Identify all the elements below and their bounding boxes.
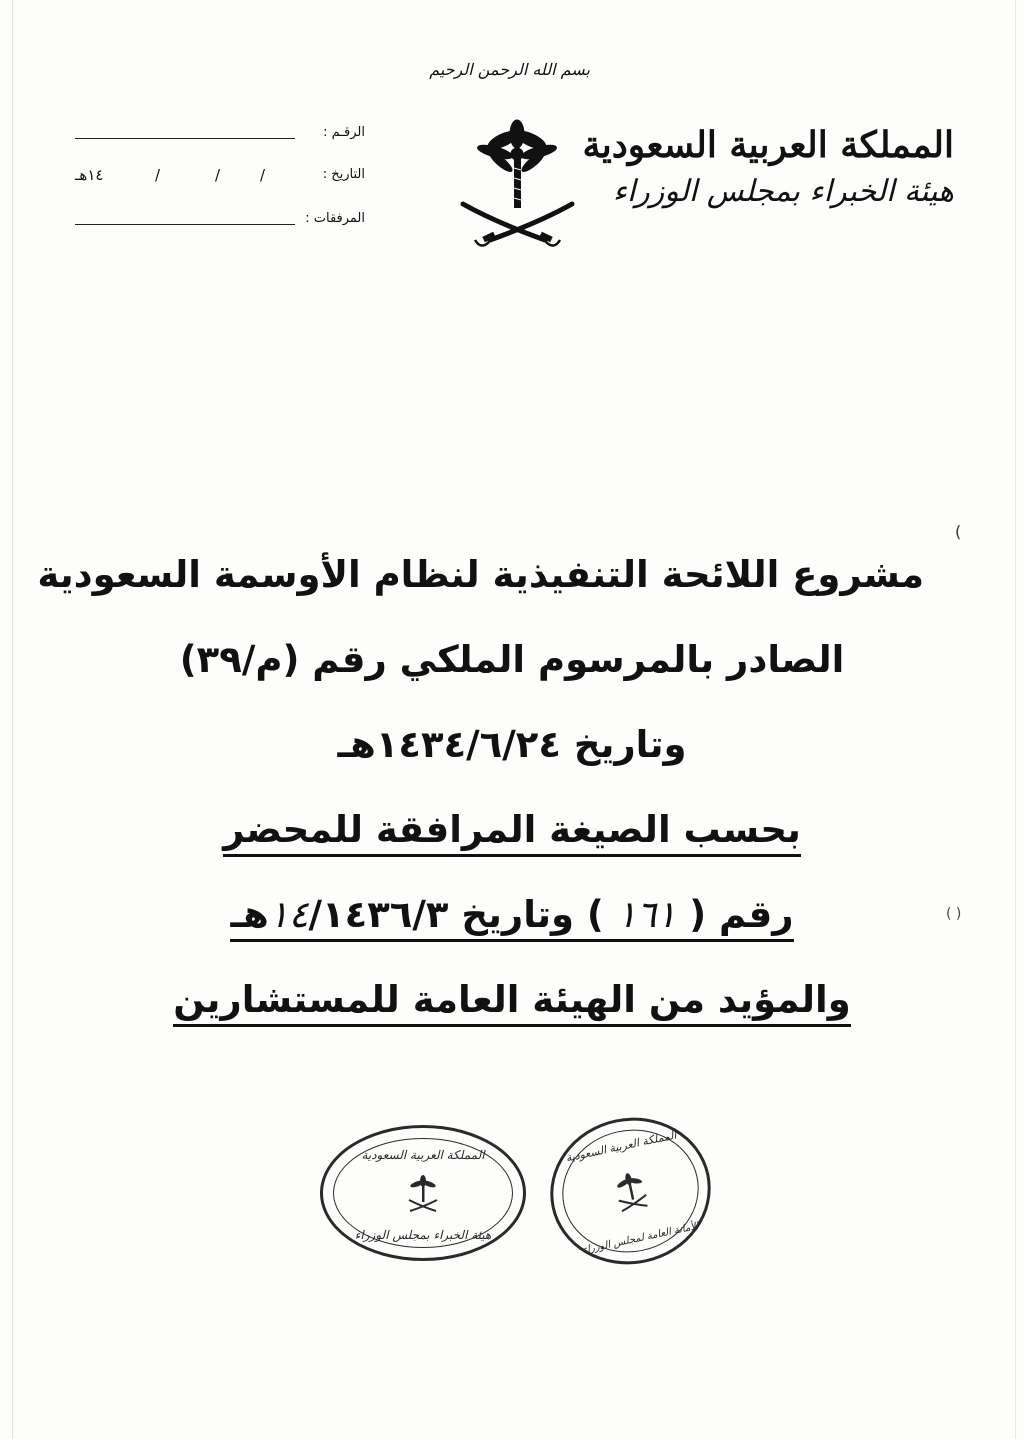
- stray-mark: (: [955, 522, 962, 541]
- kingdom-name: المملكة العربية السعودية: [582, 124, 954, 166]
- stamp-emblem-icon: [406, 1174, 440, 1212]
- title-line-4-text: بحسب الصيغة المرافقة للمحضر: [223, 810, 801, 857]
- date-slash: /: [215, 166, 221, 184]
- experts-authority-stamp: [320, 1125, 526, 1261]
- title-line-5-text: [230, 895, 793, 942]
- date-hijri-suffix: ١٤هـ: [75, 166, 104, 184]
- attachments-row: [75, 206, 365, 232]
- date-row: [75, 162, 365, 188]
- minutes-day-handwritten: ١٤: [268, 893, 309, 936]
- stamp-left-top-text: المملكة العربية السعودية: [361, 1148, 485, 1162]
- attachments-label: المرفقات :: [305, 211, 365, 226]
- ref-number-row: [75, 120, 365, 146]
- minutes-date-label: ) وتاريخ: [461, 893, 604, 936]
- attachments-line: [75, 224, 295, 225]
- date-slash: /: [260, 166, 266, 184]
- date-label: التاريخ :: [322, 167, 365, 182]
- letterhead-authority: [582, 120, 954, 214]
- basmala: بسم الله الرحمن الرحيم: [429, 60, 590, 79]
- palm-swords-emblem-icon: [455, 112, 580, 252]
- minutes-number-handwritten: ١٦١: [616, 893, 677, 936]
- authority-name: هيئة الخبراء بمجلس الوزراء: [612, 174, 954, 209]
- scan-edge-left: [12, 0, 13, 1439]
- stamp-right-bottom-text: الأمانة العامة لمجلس الوزراء: [581, 1220, 700, 1257]
- document-title-block: [37, 553, 924, 1065]
- title-line-4: [100, 810, 924, 850]
- title-line-1: مشروع اللائحة التنفيذية لنظام الأوسمة السعودية: [37, 553, 924, 596]
- minutes-prefix: رقم (: [689, 893, 794, 936]
- title-line-6-text: والمؤيد من الهيئة العامة للمستشارين: [173, 980, 851, 1027]
- title-line-5: [100, 895, 924, 935]
- minutes-date-rest: /١٤٣٦/٣هـ: [230, 893, 449, 936]
- ref-number-line: [75, 138, 295, 139]
- scan-edge-right: [1015, 0, 1016, 1439]
- title-line-6: [100, 980, 924, 1020]
- stamp-left-bottom-text: هيئة الخبراء بمجلس الوزراء: [354, 1228, 492, 1242]
- ref-number-label: الرقـم :: [323, 125, 365, 140]
- cabinet-secretariat-stamp: [537, 1103, 725, 1279]
- stamp-right-top-text: المملكة العربية السعودية: [564, 1128, 678, 1165]
- date-slash: /: [155, 166, 161, 184]
- title-line-3: وتاريخ ١٤٣٤/٦/٢٤هـ: [337, 723, 687, 766]
- title-line-2: الصادر بالمرسوم الملكي رقم (م/٣٩): [179, 638, 845, 681]
- stray-mark: ( ): [946, 906, 962, 922]
- date-slots: [75, 162, 295, 188]
